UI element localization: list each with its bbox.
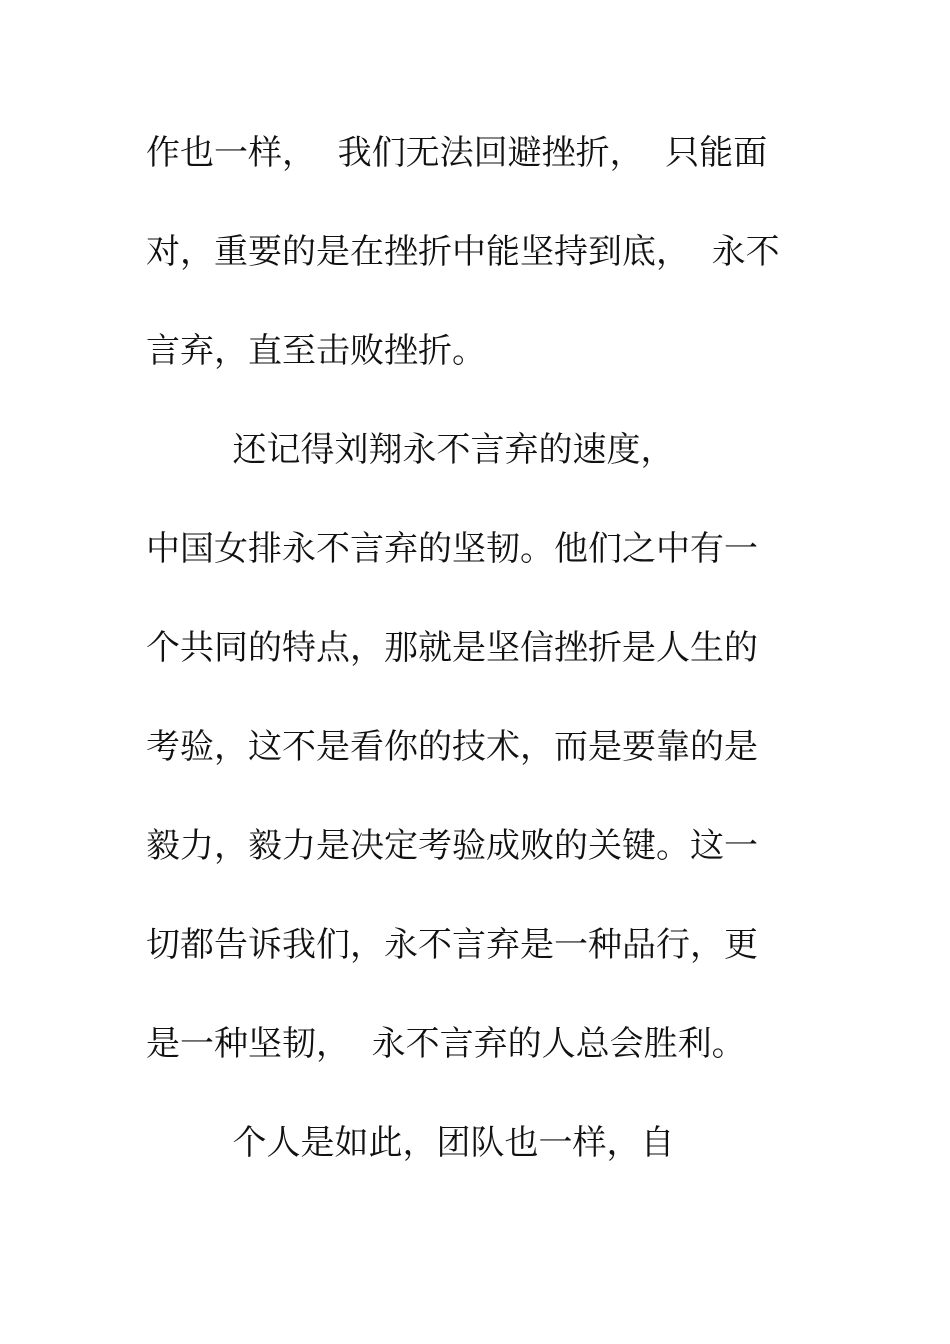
text-line-2: 对，重要的是在挫折中能坚持到底， 永不 <box>146 232 780 272</box>
text-line-4: 还记得刘翔永不言弃的速度， <box>146 430 675 470</box>
text-line-5: 中国女排永不言弃的坚韧。他们之中有一 <box>146 529 758 569</box>
text-line-6: 个共同的特点，那就是坚信挫折是人生的 <box>146 628 758 668</box>
text-line-7: 考验，这不是看你的技术，而是要靠的是 <box>146 727 758 767</box>
text-line-1: 作也一样， 我们无法回避挫折， 只能面 <box>146 133 768 173</box>
text-line-3: 言弃，直至击败挫折。 <box>146 331 486 371</box>
text-line-8: 毅力，毅力是决定考验成败的关键。这一 <box>146 826 758 866</box>
text-line-9: 切都告诉我们，永不言弃是一种品行，更 <box>146 925 758 965</box>
text-line-11: 个人是如此，团队也一样，自 <box>146 1123 675 1163</box>
text-line-10: 是一种坚韧， 永不言弃的人总会胜利。 <box>146 1024 746 1064</box>
